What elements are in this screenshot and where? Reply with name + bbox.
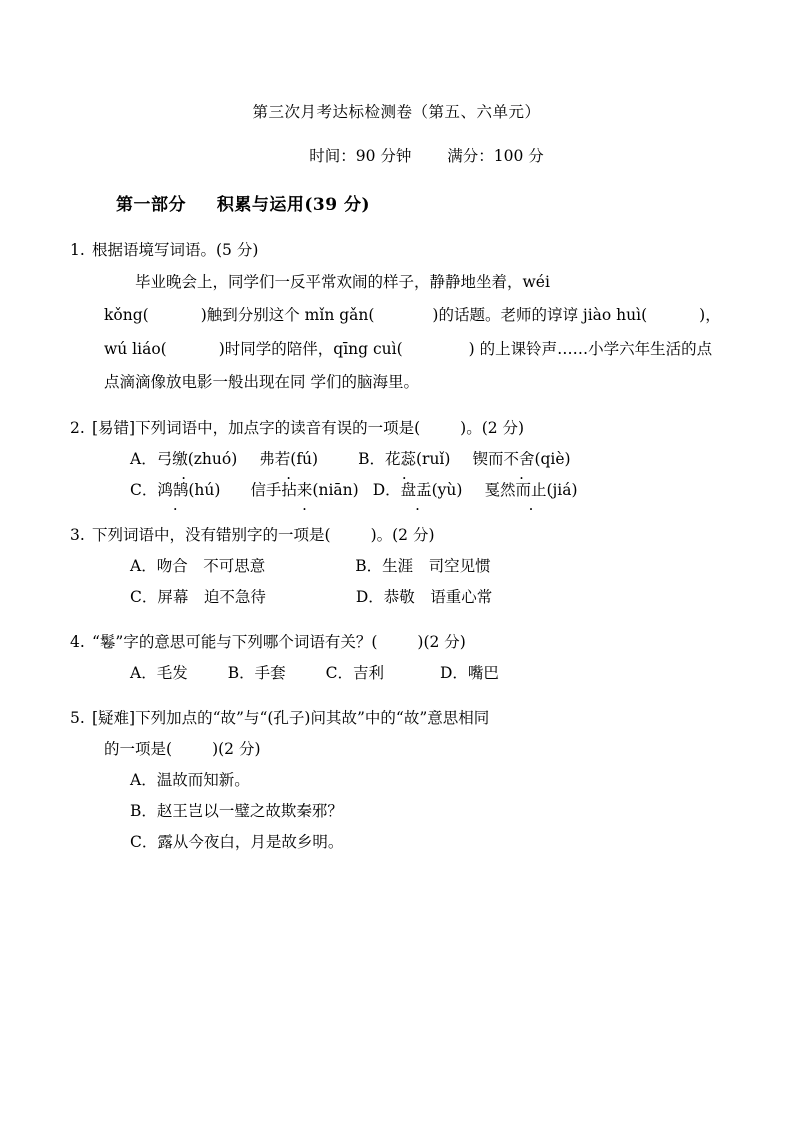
question-4-number: 4. (70, 633, 85, 652)
section-heading (116, 190, 723, 215)
question-3-number: 3. (70, 526, 85, 545)
question-2-tag: [易错] (92, 419, 136, 438)
passage-line-2 (104, 306, 583, 324)
option-3-a[interactable]: A．吻合 不可思意 (130, 557, 266, 576)
section-subtitle: 积累与运用(39 分) (216, 195, 371, 215)
question-4-stem-tail: )(2 分) (417, 633, 466, 652)
question-4-options-row (70, 658, 723, 689)
option-2-d2[interactable]: 戛然而止(jiá) · (484, 475, 577, 506)
question-5 (70, 703, 723, 858)
page-title: 第三次月考达标检测卷（第五、六单元） (252, 103, 541, 121)
passage-line-4: 的上课铃声……小学六年生活的点点滴滴像放电影一般出现在同 (104, 339, 713, 391)
question-2-number: 2. (70, 419, 85, 438)
question-3-stem: 下列词语中，没有错别字的一项是( (92, 526, 331, 545)
option-4-d[interactable]: D．嘴巴 (439, 664, 499, 683)
question-1-number: 1. (70, 241, 85, 259)
question-1-stem: 根据语境写词语。(5 分) (92, 241, 259, 259)
option-2-b[interactable]: B．花蕊(ruǐ) · (358, 444, 450, 475)
question-3-stem-tail: )。(2 分) (370, 526, 435, 545)
option-5-b[interactable]: B．赵王岂以一璧之故欺秦邪？ (130, 802, 343, 821)
question-2 (70, 413, 723, 506)
time-limit: 时间：90 分钟 (309, 147, 412, 165)
question-4 (70, 627, 723, 689)
question-2-options-row-1 (70, 444, 723, 475)
passage-line-5: 学们的脑海里。 (310, 372, 419, 391)
option-2-a2[interactable]: 弗若(fú) · (259, 444, 318, 475)
option-2-d[interactable]: D．盘盂(yù) · (373, 475, 463, 506)
total-score: 满分：100 分 (447, 147, 544, 165)
option-3-d[interactable]: D．恭敬 语重心常 (355, 588, 493, 607)
passage-text-2: )触到分别这个 mǐn gǎn( (200, 306, 375, 325)
question-2-stem: 下列词语中，加点字的读音有误的一项是( (135, 419, 421, 438)
question-1-passage (70, 266, 723, 399)
question-1 (70, 235, 723, 399)
option-5-c[interactable]: C．露从今夜白，月是故乡明。 (130, 833, 344, 852)
option-2-a[interactable]: A．弓缴(zhuó) · (130, 444, 237, 475)
question-5-stem-tail-a: 的一项是( (104, 740, 173, 759)
question-5-option-c-row (70, 827, 723, 858)
question-4-head (70, 627, 723, 658)
passage-text-3: )的话题。老师的谆谆 (432, 306, 578, 325)
passage-line-1: 毕业晚会上，同学们一反平常欢闹的样子，静静地坐着，wéi (135, 273, 550, 291)
exam-meta (70, 144, 723, 166)
question-5-head (70, 703, 723, 734)
option-2-c[interactable]: C．鸿鹄(hú) · (130, 475, 220, 506)
question-5-tag: [疑难] (92, 709, 136, 728)
option-2-b2[interactable]: 锲而不舍(qiè) · (472, 444, 570, 475)
option-4-c[interactable]: C．吉利 (325, 664, 384, 683)
question-5-stem-tail-b: )(2 分) (212, 740, 261, 759)
pinyin-jiaohui: jiào huì( (582, 306, 648, 325)
pinyin-weikong: kǒng( (104, 306, 149, 325)
question-2-options-row-2 (70, 475, 723, 506)
question-3-head (70, 520, 723, 551)
question-1-head (70, 235, 723, 266)
question-2-stem-tail: )。(2 分) (460, 419, 525, 438)
question-5-option-a-row (70, 765, 723, 796)
passage-text-4: )，wú liáo( (104, 306, 721, 358)
question-3-options-row-1 (70, 551, 723, 582)
option-2-c2[interactable]: 信手拈来(niān) · (250, 475, 358, 506)
option-3-c[interactable]: C．屏幕 迫不急待 (130, 588, 266, 607)
question-3 (70, 520, 723, 613)
passage-text-5: )时同学的陪伴，qīng cuì( (218, 339, 403, 358)
question-5-number: 5. (70, 709, 85, 728)
passage-text-6: ) (468, 339, 475, 358)
question-4-stem: “鬈”字的意思可能与下列哪个词语有关？( (92, 633, 378, 652)
question-2-head (70, 413, 723, 444)
question-3-options-row-2 (70, 582, 723, 613)
option-3-b[interactable]: B．生涯 司空见惯 (355, 557, 491, 576)
question-5-option-b-row (70, 796, 723, 827)
question-5-stem-line-1: 下列加点的“故”与“(孔子)问其故”中的“故”意思相同 (135, 709, 490, 728)
option-5-a[interactable]: A．温故而知新。 (130, 771, 250, 790)
option-4-b[interactable]: B．手套 (227, 664, 286, 683)
option-4-a[interactable]: A．毛发 (130, 664, 188, 683)
section-part-label: 第一部分 (116, 195, 186, 215)
question-5-stem-line-2 (70, 734, 723, 765)
